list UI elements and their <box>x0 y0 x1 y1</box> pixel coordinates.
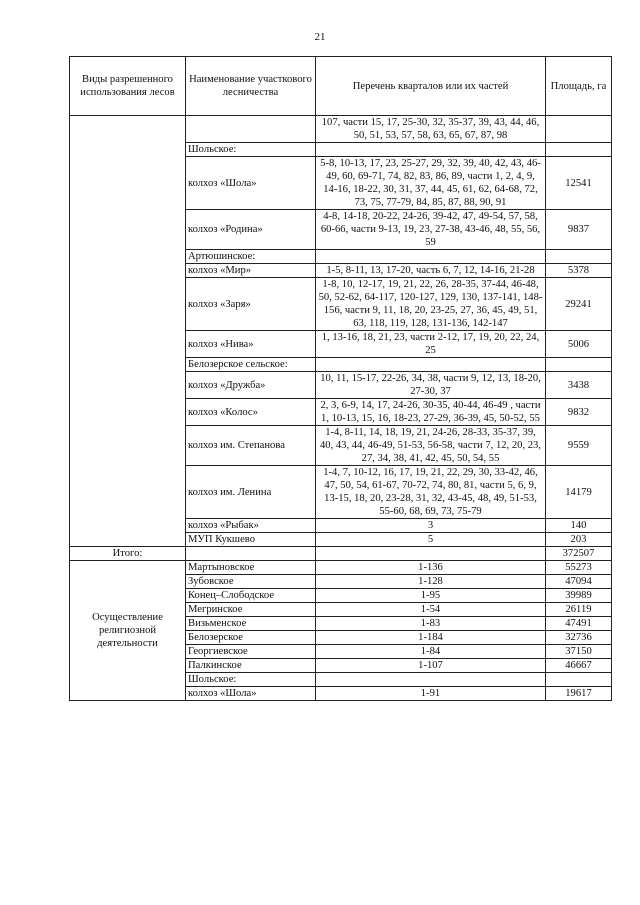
quarters-cell: 2, 3, 6-9, 14, 17, 24-26, 30-35, 40-44, 46-49 , части 1, 10-13, 15, 16, 18-23, 27-29, 36-39, 45, 50-52, 55 <box>316 399 546 426</box>
area-cell: 14179 <box>546 466 612 519</box>
quarters-cell: 1-84 <box>316 645 546 659</box>
forestry-name-cell: колхоз «Рыбак» <box>186 519 316 533</box>
table-body-section-2 <box>70 561 612 701</box>
header-use: Виды разрешенного использования лесов <box>70 57 186 116</box>
quarters-cell: 1-5, 8-11, 13, 17-20, часть 6, 7, 12, 14-16, 21-28 <box>316 264 546 278</box>
quarters-cell: 107, части 15, 17, 25-30, 32, 35-37, 39, 43, 44, 46, 50, 51, 53, 57, 58, 63, 65, 67, 87, 98 <box>316 116 546 143</box>
total-area: 372507 <box>546 547 612 561</box>
total-row <box>70 547 612 561</box>
forestry-name-cell: колхоз им. Ленина <box>186 466 316 519</box>
area-cell: 3438 <box>546 372 612 399</box>
forestry-name-cell: Мегринское <box>186 603 316 617</box>
forestry-name-cell: колхоз «Заря» <box>186 278 316 331</box>
use-type-religious-cell: Осуществление религиозной деятельности <box>70 561 186 701</box>
area-cell: 9559 <box>546 426 612 466</box>
quarters-cell: 10, 11, 15-17, 22-26, 34, 38, части 9, 12, 13, 18-20, 27-30, 37 <box>316 372 546 399</box>
area-cell <box>546 358 612 372</box>
area-cell: 46667 <box>546 659 612 673</box>
table-row <box>70 561 612 575</box>
header-forestry: Наименование участкового лесничества <box>186 57 316 116</box>
quarters-cell: 1-136 <box>316 561 546 575</box>
area-cell: 47491 <box>546 617 612 631</box>
area-cell: 29241 <box>546 278 612 331</box>
forestry-name-cell: колхоз им. Степанова <box>186 426 316 466</box>
quarters-cell: 1-4, 7, 10-12, 16, 17, 19, 21, 22, 29, 30, 33-42, 46, 47, 50, 54, 61-67, 70-72, 74, 80, 81, части 5, 6, 9, 13-15, 18, 20, 23-28, 31, 32, 43-45, 48, 49, 51-53, 55-60, 68, 69, 73, 75-79 <box>316 466 546 519</box>
quarters-cell: 5 <box>316 533 546 547</box>
quarters-cell <box>316 250 546 264</box>
quarters-cell: 1, 13-16, 18, 21, 23, части 2-12, 17, 19, 20, 22, 24, 25 <box>316 331 546 358</box>
forestry-name-cell: Мартыновское <box>186 561 316 575</box>
area-cell <box>546 116 612 143</box>
use-type-cell <box>70 116 186 547</box>
header-area: Площадь, га <box>546 57 612 116</box>
area-cell: 26119 <box>546 603 612 617</box>
table-row <box>70 116 612 143</box>
forestry-name-cell: Белозерское <box>186 631 316 645</box>
quarters-cell: 1-8, 10, 12-17, 19, 21, 22, 26, 28-35, 37-44, 46-48, 50, 52-62, 64-117, 120-127, 129, 130, 137-141, 148-156, части 9, 11, 18, 20, 23-25, 27, 36, 45, 49, 51, 63, 118, 119, 128, 131-136, 142-147 <box>316 278 546 331</box>
area-cell: 37150 <box>546 645 612 659</box>
forestry-name-cell: колхоз «Родина» <box>186 210 316 250</box>
forestry-name-cell <box>186 116 316 143</box>
quarters-cell: 1-95 <box>316 589 546 603</box>
area-cell: 140 <box>546 519 612 533</box>
forestry-name-cell: колхоз «Дружба» <box>186 372 316 399</box>
area-cell: 32736 <box>546 631 612 645</box>
area-cell: 19617 <box>546 687 612 701</box>
forestry-name-cell: Конец–Слободское <box>186 589 316 603</box>
total-label: Итого: <box>70 547 186 561</box>
header-quarters: Перечень кварталов или их частей <box>316 57 546 116</box>
area-cell <box>546 673 612 687</box>
area-cell: 12541 <box>546 157 612 210</box>
forestry-name-cell: колхоз «Нива» <box>186 331 316 358</box>
forest-use-table <box>69 56 612 701</box>
quarters-cell <box>316 143 546 157</box>
forestry-name-cell: колхоз «Колос» <box>186 399 316 426</box>
forestry-name-cell: колхоз «Шола» <box>186 687 316 701</box>
forestry-name-cell: Георгиевское <box>186 645 316 659</box>
forestry-group-label: Белозерское сельское: <box>186 358 316 372</box>
table-body-section-1 <box>70 116 612 561</box>
forestry-name-cell: МУП Кукшево <box>186 533 316 547</box>
forestry-name-cell: колхоз «Шола» <box>186 157 316 210</box>
quarters-cell: 1-4, 8-11, 14, 18, 19, 21, 24-26, 28-33, 35-37, 39, 40, 43, 44, 46-49, 51-53, 56-58, части 7, 12, 20, 23, 27, 34, 38, 41, 42, 45, 50, 54, 55 <box>316 426 546 466</box>
forestry-name-cell: Палкинское <box>186 659 316 673</box>
table-header-row <box>70 57 612 116</box>
area-cell: 47094 <box>546 575 612 589</box>
area-cell <box>546 250 612 264</box>
quarters-cell: 3 <box>316 519 546 533</box>
forestry-group-label: Шольское: <box>186 143 316 157</box>
area-cell: 55273 <box>546 561 612 575</box>
area-cell: 5006 <box>546 331 612 358</box>
area-cell <box>546 143 612 157</box>
quarters-cell: 4-8, 14-18, 20-22, 24-26, 39-42, 47, 49-54, 57, 58, 60-66, части 9-13, 19, 23, 27-38, 43-46, 48, 55, 56, 59 <box>316 210 546 250</box>
forestry-group-label: Шольское: <box>186 673 316 687</box>
area-cell: 39989 <box>546 589 612 603</box>
total-empty-cell <box>186 547 316 561</box>
quarters-cell: 5-8, 10-13, 17, 23, 25-27, 29, 32, 39, 40, 42, 43, 46-49, 60, 69-71, 74, 82, 83, 86, 89, части 1, 2, 4, 9, 14-16, 18-22, 30, 31, 37, 44, 45, 61, 62, 64-68, 72, 73, 75, 77-79, 84, 85, 87, 88, 90, 91 <box>316 157 546 210</box>
area-cell: 203 <box>546 533 612 547</box>
quarters-cell <box>316 358 546 372</box>
page-number: 21 <box>314 31 326 43</box>
total-empty-cell <box>316 547 546 561</box>
quarters-cell: 1-54 <box>316 603 546 617</box>
quarters-cell: 1-184 <box>316 631 546 645</box>
forestry-name-cell: колхоз «Мир» <box>186 264 316 278</box>
area-cell: 5378 <box>546 264 612 278</box>
area-cell: 9832 <box>546 399 612 426</box>
forestry-name-cell: Визьменское <box>186 617 316 631</box>
quarters-cell: 1-83 <box>316 617 546 631</box>
quarters-cell: 1-107 <box>316 659 546 673</box>
quarters-cell <box>316 673 546 687</box>
forestry-group-label: Артюшинское: <box>186 250 316 264</box>
forestry-name-cell: Зубовское <box>186 575 316 589</box>
quarters-cell: 1-91 <box>316 687 546 701</box>
area-cell: 9837 <box>546 210 612 250</box>
quarters-cell: 1-128 <box>316 575 546 589</box>
